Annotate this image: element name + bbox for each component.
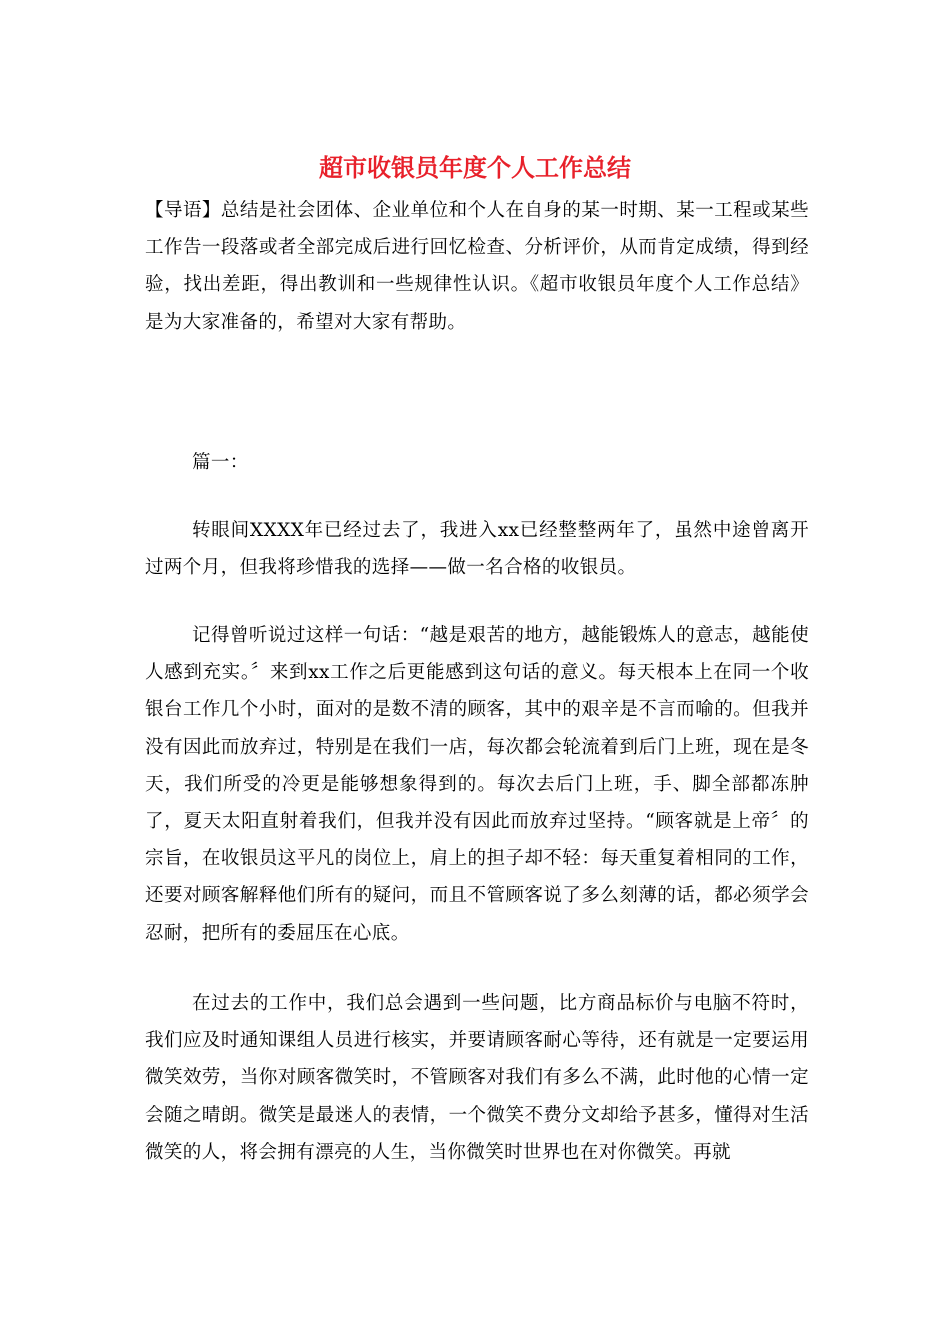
document-title: 超市收银员年度个人工作总结 [319,153,631,182]
section-heading: 篇一： [192,452,249,473]
body-paragraph: 记得曾听说过这样一句话：“越是艰苦的地方，越能锻炼人的意志，越能使人感到充实。〞来到xx工作之后更能感到这句话的意义。每天根本上在同一个收银台工作几个小时，面对的是数不清的顾客，其中的艰辛是不言而喻的。但我并没有因此而放弃过，特别是在我们一店，每次都会轮流着到后门上班，现在是冬天，我们所受的冷更是能够想象得到的。每次去后门上班，手、脚全部都冻肿了，夏天太阳直射着我们，但我并没有因此而放弃过坚持。“顾客就是上帝〞的宗旨，在收银员这平凡的岗位上，肩上的担子却不轻：每天重复着相同的工作，还要对顾客解释他们所有的疑问，而且不管顾客说了多么刻薄的话，都必须学会忍耐，把所有的委屈压在心底。 [145,625,809,944]
body-paragraph: 转眼间XXXX年已经过去了，我进入xx已经整整两年了，虽然中途曾离开过两个月，但我将珍惜我的选择——做一名合格的收银员。 [145,520,809,579]
body-paragraph: 在过去的工作中，我们总会遇到一些问题，比方商品标价与电脑不符时，我们应及时通知课组人员进行核实，并要请顾客耐心等待，还有就是一定要运用微笑效劳，当你对顾客微笑时，不管顾客对我们有多么不满，此时他的心情一定会随之晴朗。微笑是最迷人的表情，一个微笑不费分文却给予甚多，懂得对生活微笑的人，将会拥有漂亮的人生，当你微笑时世界也在对你微笑。再就 [145,993,809,1163]
intro-paragraph: 【导语】总结是社会团体、企业单位和个人在自身的某一时期、某一工程或某些工作告一段落或者全部完成后进行回忆检查、分析评价，从而肯定成绩，得到经验，找出差距，得出教训和一些规律性认识。《超市收银员年度个人工作总结》是为大家准备的，希望对大家有帮助。 [145,200,809,333]
